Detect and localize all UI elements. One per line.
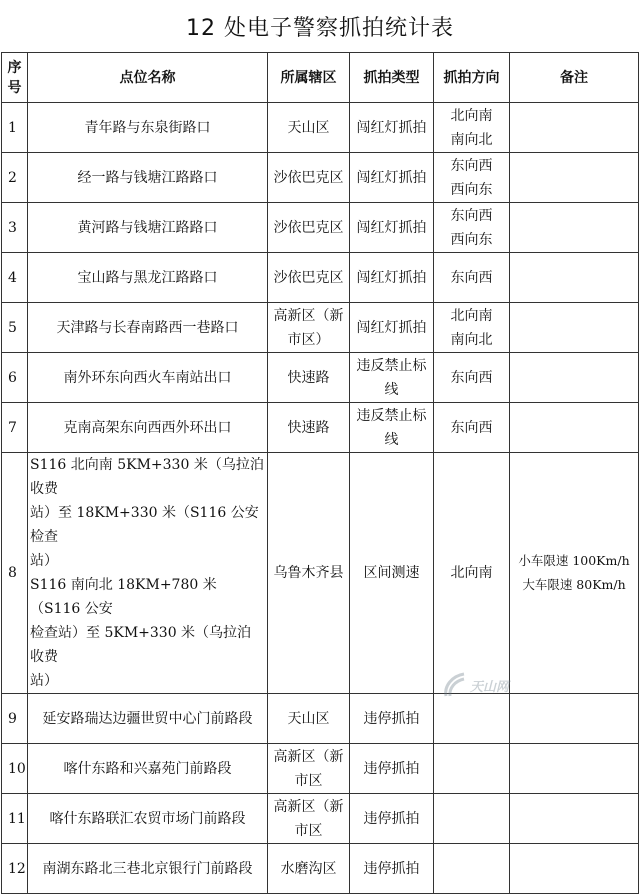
table-row bbox=[2, 203, 639, 253]
note-cell bbox=[510, 153, 639, 203]
note-cell bbox=[510, 103, 639, 153]
direction-cell: 东向西 西向东 bbox=[434, 153, 510, 203]
table-row bbox=[2, 303, 639, 353]
header-type: 抓拍类型 bbox=[350, 53, 434, 103]
note-cell bbox=[510, 744, 639, 794]
district-cell: 乌鲁木齐县 bbox=[268, 453, 350, 694]
note-cell bbox=[510, 794, 639, 844]
direction-cell: 北向南 南向北 bbox=[434, 103, 510, 153]
type-cell: 区间测速 bbox=[350, 453, 434, 694]
table-row bbox=[2, 453, 639, 694]
type-cell: 违反禁止标 线 bbox=[350, 403, 434, 453]
table-row bbox=[2, 794, 639, 844]
direction-cell: 东向西 bbox=[434, 403, 510, 453]
direction-cell: 东向西 bbox=[434, 253, 510, 303]
direction-cell bbox=[434, 794, 510, 844]
note-cell: 小车限速 100Km/h 大车限速 80Km/h bbox=[510, 453, 639, 694]
location-cell: 南湖东路北三巷北京银行门前路段 bbox=[28, 844, 268, 894]
direction-cell: 东向西 西向东 bbox=[434, 203, 510, 253]
watermark-text: 天山网 bbox=[470, 679, 510, 695]
location-cell: 喀什东路联汇农贸市场门前路段 bbox=[28, 794, 268, 844]
district-cell: 沙依巴克区 bbox=[268, 203, 350, 253]
direction-cell: 北向南 南向北 bbox=[434, 303, 510, 353]
type-cell: 违停抓拍 bbox=[350, 694, 434, 744]
location-cell: S116 北向南 5KM+330 米（乌拉泊收费 站）至 18KM+330 米（S116 公安检查 站） S116 南向北 18KM+780 米（S116 公安 检查站）至 5KM+330 米（乌拉泊收费 站） bbox=[28, 453, 268, 694]
table-row bbox=[2, 103, 639, 153]
type-cell: 违停抓拍 bbox=[350, 744, 434, 794]
page-title: 12 处电子警察抓拍统计表 bbox=[186, 15, 454, 41]
header-note: 备注 bbox=[510, 53, 639, 103]
district-cell: 沙依巴克区 bbox=[268, 253, 350, 303]
district-cell: 天山区 bbox=[268, 103, 350, 153]
direction-cell bbox=[434, 744, 510, 794]
row-number: 10 bbox=[2, 744, 28, 794]
table-row bbox=[2, 744, 639, 794]
direction-cell: 东向西 bbox=[434, 353, 510, 403]
row-number: 3 bbox=[2, 203, 28, 253]
direction-cell bbox=[434, 844, 510, 894]
header-location: 点位名称 bbox=[28, 53, 268, 103]
row-number: 6 bbox=[2, 353, 28, 403]
type-cell: 闯红灯抓拍 bbox=[350, 253, 434, 303]
location-cell: 喀什东路和兴嘉苑门前路段 bbox=[28, 744, 268, 794]
table-row bbox=[2, 353, 639, 403]
district-cell: 高新区（新 市区 bbox=[268, 744, 350, 794]
location-cell: 宝山路与黑龙江路路口 bbox=[28, 253, 268, 303]
type-cell: 闯红灯抓拍 bbox=[350, 153, 434, 203]
table-row bbox=[2, 403, 639, 453]
note-cell bbox=[510, 303, 639, 353]
header-district: 所属辖区 bbox=[268, 53, 350, 103]
table-row bbox=[2, 153, 639, 203]
location-cell: 延安路瑞达边疆世贸中心门前路段 bbox=[28, 694, 268, 744]
note-cell bbox=[510, 253, 639, 303]
location-cell: 克南高架东向西西外环出口 bbox=[28, 403, 268, 453]
row-number: 12 bbox=[2, 844, 28, 894]
district-cell: 快速路 bbox=[268, 403, 350, 453]
type-cell: 违反禁止标 线 bbox=[350, 353, 434, 403]
type-cell: 闯红灯抓拍 bbox=[350, 303, 434, 353]
header-direction: 抓拍方向 bbox=[434, 53, 510, 103]
note-cell bbox=[510, 403, 639, 453]
district-cell: 天山区 bbox=[268, 694, 350, 744]
row-number: 7 bbox=[2, 403, 28, 453]
note-cell bbox=[510, 353, 639, 403]
watermark-logo-icon bbox=[442, 670, 468, 700]
type-cell: 违停抓拍 bbox=[350, 794, 434, 844]
row-number: 8 bbox=[2, 453, 28, 694]
type-cell: 闯红灯抓拍 bbox=[350, 103, 434, 153]
row-number: 1 bbox=[2, 103, 28, 153]
location-cell: 南外环东向西火车南站出口 bbox=[28, 353, 268, 403]
note-cell bbox=[510, 203, 639, 253]
note-cell bbox=[510, 844, 639, 894]
location-cell: 天津路与长春南路西一巷路口 bbox=[28, 303, 268, 353]
table-row bbox=[2, 844, 639, 894]
district-cell: 高新区（新 市区） bbox=[268, 303, 350, 353]
district-cell: 水磨沟区 bbox=[268, 844, 350, 894]
location-cell: 黄河路与钱塘江路路口 bbox=[28, 203, 268, 253]
header-row bbox=[2, 53, 639, 103]
watermark bbox=[442, 668, 562, 702]
row-number: 2 bbox=[2, 153, 28, 203]
row-number: 4 bbox=[2, 253, 28, 303]
row-number: 5 bbox=[2, 303, 28, 353]
statistics-table bbox=[1, 52, 639, 894]
district-cell: 沙依巴克区 bbox=[268, 153, 350, 203]
header-no: 序 号 bbox=[2, 53, 28, 103]
type-cell: 违停抓拍 bbox=[350, 844, 434, 894]
row-number: 9 bbox=[2, 694, 28, 744]
type-cell: 闯红灯抓拍 bbox=[350, 203, 434, 253]
district-cell: 快速路 bbox=[268, 353, 350, 403]
location-cell: 经一路与钱塘江路路口 bbox=[28, 153, 268, 203]
direction-cell: 北向南 bbox=[434, 453, 510, 694]
district-cell: 高新区（新 市区 bbox=[268, 794, 350, 844]
location-cell: 青年路与东泉街路口 bbox=[28, 103, 268, 153]
table-row bbox=[2, 253, 639, 303]
row-number: 11 bbox=[2, 794, 28, 844]
